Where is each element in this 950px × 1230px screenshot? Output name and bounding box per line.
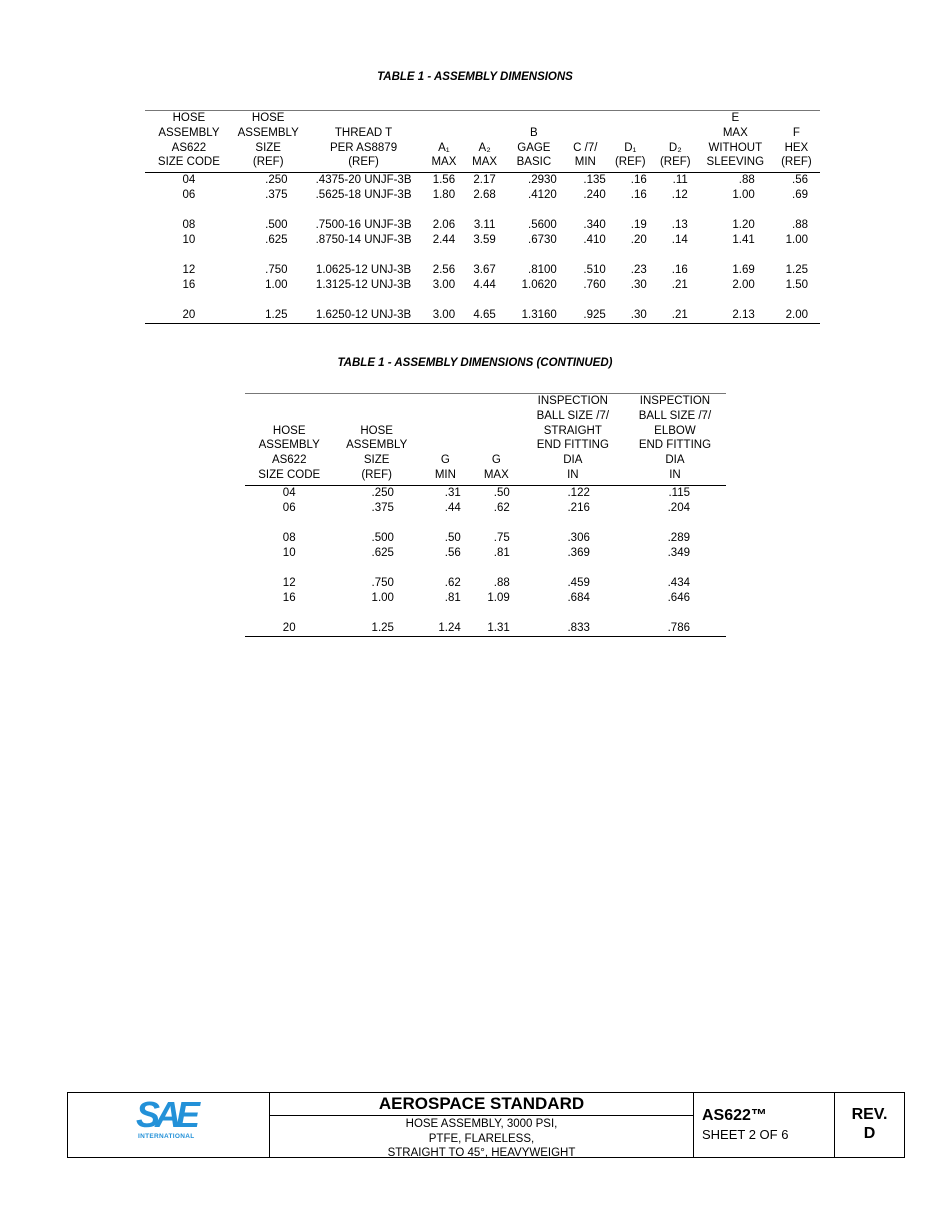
table-row: 16 1.00 .81 1.09 .684 .646 (282, 591, 690, 604)
table-row: 08 .500 .7500-16 UNJF-3B 2.06 3.11 .5600 .340 .19 .13 1.20 .88 (182, 219, 808, 232)
assembly-dimensions-table (145, 110, 820, 324)
standard-title: AEROSPACE STANDARD (270, 1093, 693, 1116)
header-size-code: HOSE ASSEMBLY AS622 SIZE CODE (145, 111, 233, 173)
row-spacer (245, 516, 726, 531)
standard-subtitle: HOSE ASSEMBLY, 3000 PSI, PTFE, FLARELESS, STRAIGHT TO 45°, HEAVYWEIGHT (387, 1118, 576, 1159)
header-size-code: HOSE ASSEMBLY AS622 SIZE CODE (245, 394, 333, 486)
document-number: AS622™ (702, 1107, 767, 1124)
table-row: 08 .500 .50 .75 .306 .289 (282, 531, 690, 544)
header-g-min: G MIN (420, 394, 471, 486)
table-row: 12 .750 .62 .88 .459 .434 (282, 576, 690, 589)
revision: REV. D (851, 1106, 888, 1142)
row-spacer (245, 606, 726, 621)
row-spacer (245, 561, 726, 576)
sheet-number: SHEET 2 OF 6 (702, 1127, 789, 1142)
revision-cell (835, 1093, 904, 1157)
table-row: 04 .250 .4375-20 UNJF-3B 1.56 2.17 .2930 .135 .16 .11 .88 .56 (182, 174, 808, 187)
table2-caption: TABLE 1 - ASSEMBLY DIMENSIONS (CONTINUED) (337, 357, 613, 369)
header-thread: THREAD T PER AS8879 (REF) (304, 111, 424, 173)
table-row: 12 .750 1.0625-12 UNJ-3B 2.56 3.67 .8100 .510 .23 .16 1.69 1.25 (182, 264, 808, 277)
logo-cell (68, 1093, 270, 1157)
header-e: E MAX WITHOUT SLEEVING (698, 111, 773, 173)
sae-logo-sub: INTERNATIONAL (138, 1133, 195, 1140)
table1-caption: TABLE 1 - ASSEMBLY DIMENSIONS (377, 71, 573, 83)
table-row: 06 .375 .44 .62 .216 .204 (282, 501, 690, 514)
header-c: C /7/ MIN (563, 111, 608, 173)
header-d2: D₂ (REF) (653, 111, 698, 173)
header-d1: D₁ (REF) (608, 111, 653, 173)
table-row: 20 1.25 1.6250-12 UNJ-3B 3.00 4.65 1.3160 .925 .30 .21 2.13 2.00 (145, 308, 820, 324)
assembly-dimensions-continued-table (245, 393, 726, 637)
title-block (67, 1092, 905, 1158)
table-row: 04 .250 .31 .50 .122 .115 (282, 486, 690, 499)
row-spacer (145, 293, 820, 308)
header-f: F HEX (REF) (773, 111, 820, 173)
header-assembly-size: HOSE ASSEMBLY SIZE (REF) (333, 394, 420, 486)
header-assembly-size: HOSE ASSEMBLY SIZE (REF) (233, 111, 304, 173)
table-row: 10 .625 .8750-14 UNJF-3B 2.44 3.59 .6730 .410 .20 .14 1.41 1.00 (182, 234, 808, 247)
header-inspection-straight: INSPECTION BALL SIZE /7/ STRAIGHT END FITTING DIA IN (522, 394, 624, 486)
table-row: 10 .625 .56 .81 .369 .349 (282, 546, 690, 559)
table-row: 20 1.25 1.24 1.31 .833 .786 (245, 621, 726, 637)
header-inspection-elbow: INSPECTION BALL SIZE /7/ ELBOW END FITTING DIA IN (624, 394, 726, 486)
header-a2: A₂ MAX (464, 111, 505, 173)
row-spacer (145, 203, 820, 218)
row-spacer (145, 248, 820, 263)
title-cell (270, 1093, 694, 1157)
header-g-max: G MAX (471, 394, 522, 486)
sae-logo-mark: SAE (136, 1094, 196, 1135)
table-row: 16 1.00 1.3125-12 UNJ-3B 3.00 4.44 1.0620 .760 .30 .21 2.00 1.50 (182, 279, 808, 292)
sae-logo (136, 1094, 206, 1145)
header-b: B GAGE BASIC (505, 111, 563, 173)
document-number-cell (694, 1093, 835, 1157)
table-row: 06 .375 .5625-18 UNJF-3B 1.80 2.68 .4120 .240 .16 .12 1.00 .69 (182, 189, 808, 202)
header-a1: A₁ MAX (424, 111, 465, 173)
